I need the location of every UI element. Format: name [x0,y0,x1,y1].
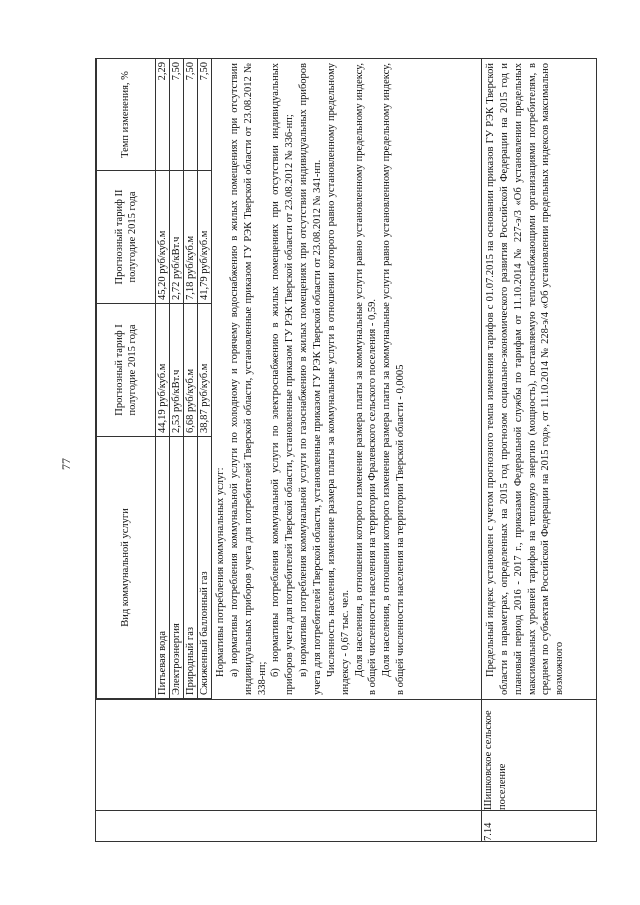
population-paragraph-3: Доля населения, в отношении которого изменение размера платы за коммунальные услуги равно установленному предельному индексу, в общей численности населения на территории Тверской области - 0,0005 [381,63,407,695]
table-row [96,59,482,842]
table-row [482,59,597,842]
tariff-h1: 38,87 руб/куб.м [198,304,212,437]
population-paragraph-1: Численность населения, изменение размера платы за коммунальные услуги в отношении которого равно установленному предельному индексу - 0,67 тыс. чел. [325,63,351,695]
header-tariff-h1: Прогнозный тариф I полугодие 2015 года [97,304,156,437]
service-name: Природный газ [184,437,198,699]
table-row [156,59,170,699]
tariff-h2: 45,20 руб/куб.м [156,171,170,304]
header-service: Вид коммунальной услуги [97,437,156,699]
tariff-h2: 2,72 руб/кВт.ч [170,171,184,304]
page-number: 77 [59,458,73,470]
content-cell [96,59,482,700]
table-row [170,59,184,699]
tariff-h2: 41,79 руб/куб.м [198,171,212,304]
content-cell [482,59,597,700]
tariff-table [96,58,212,699]
settlement-name: Шишковское сельское поселение [482,700,597,811]
norms-paragraph-a: а) нормативы потребления коммунальной услуги по холодному и горячему водоснабжению в жилых помещениях при отсутствии индивидуальных приборов учета для потребителей Тверской области, установленные приказом ГУ РЭК Тверской области от 23.08.2012 № 338-нп; [228,63,268,695]
settlement-name-cell [96,700,482,811]
tariff-h1: 6,68 руб/куб.м [184,304,198,437]
row-number: 7.14 [482,811,597,842]
rotated-sheet [55,62,595,842]
norms-text [212,59,408,699]
service-name: Сжиженный баллонный газ [198,437,212,699]
main-table [95,58,597,842]
change-value: 7,50 [184,59,198,171]
norms-paragraph-b: б) нормативы потребления коммунальной услуги по электроснабжению в жилых помещениях при отсутствии индивидуальных приборов учета для потребителей Тверской области, установленные приказом ГУ РЭК Тверской области от 23.08.2012 № 336-нп; [270,63,296,695]
tariff-h1: 2,53 руб/кВт.ч [170,304,184,437]
service-name: Электроэнергия [170,437,184,699]
table-row [184,59,198,699]
header-change: Темп изменения, % [97,59,156,171]
change-value: 7,50 [170,59,184,171]
header-tariff-h2: Прогнозный тариф II полугодие 2015 года [97,171,156,304]
norms-heading: Нормативы потребления коммунальных услуг: [215,467,226,677]
population-paragraph-2: Доля населения, в отношении которого изменение размера платы за коммунальные услуги равно установленному предельному индексу, в общей численности населения на территории Фралевского сельского поселения - 0,59. [353,63,379,695]
table-row [198,59,212,699]
row-number-cell [96,811,482,842]
tariff-h1: 44,19 руб/куб.м [156,304,170,437]
limit-index-text [482,59,567,699]
limit-index-paragraph: Предельный индекс установлен с учетом прогнозного темпа изменения тарифов с 01.07.2015 на основании приказов ГУ РЭК Тверской области в параметрах, определенных на 2015 год прогнозом социально-экономического развития Российской Федерации на 2015 год и плановый период 2016 - 2017 г., приказами Федеральной службы по тарифам от 11.10.2014 № 227-э/3 «Об установлении предельных максимальных уровней тарифов на тепловую энергию (мощность), поставляемую теплоснабжающими организациями потребителям, в среднем по субъектам Российской Федерации на 2015 год», от 11.10.2014 № 228-э/4 «Об установлении предельных индексов максимально возможного [485,63,566,695]
tariff-h2: 7,18 руб/куб.м [184,171,198,304]
service-name: Питьевая вода [156,437,170,699]
norms-paragraph-c: в) нормативы потребления коммунальной услуги по газоснабжению в жилых помещениях при отсутствии индивидуальных приборов учета для потребителей Тверской области, установленные приказом ГУ РЭК Тверской области от 23.08.2012 № 341-нп. [298,63,324,695]
change-value: 2,29 [156,59,170,171]
change-value: 7,50 [198,59,212,171]
tariff-header-row [97,59,156,699]
